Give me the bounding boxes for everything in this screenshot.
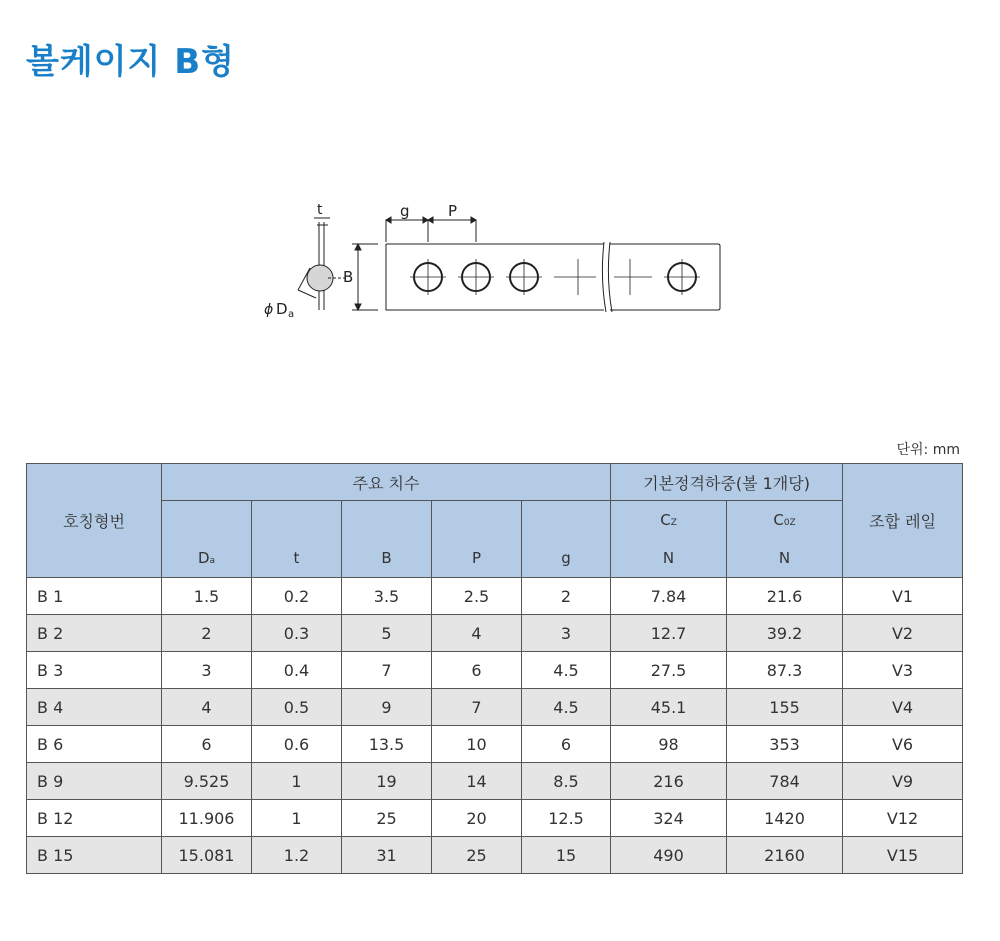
cell-coz: 155 [727, 689, 843, 726]
cell-p: 10 [432, 726, 522, 763]
cell-g: 4.5 [522, 689, 611, 726]
cell-t: 0.5 [252, 689, 342, 726]
cell-g: 8.5 [522, 763, 611, 800]
da-sub-label: a [288, 309, 295, 320]
table-row [27, 837, 963, 874]
table-row [27, 578, 963, 615]
cell-rail: V3 [843, 652, 963, 689]
cell-rail: V4 [843, 689, 963, 726]
cell-coz: 39.2 [727, 615, 843, 652]
cell-coz: 784 [727, 763, 843, 800]
cell-g: 15 [522, 837, 611, 874]
cell-b: 19 [342, 763, 432, 800]
cell-b: 5 [342, 615, 432, 652]
cell-b: 31 [342, 837, 432, 874]
cell-t: 0.2 [252, 578, 342, 615]
cell-b: 25 [342, 800, 432, 837]
cell-rail: V15 [843, 837, 963, 874]
cell-p: 7 [432, 689, 522, 726]
table-row [27, 726, 963, 763]
cell-model: B 1 [27, 578, 162, 615]
page-title: 볼케이지 B형 [26, 42, 235, 82]
cell-p: 25 [432, 837, 522, 874]
cell-t: 1.2 [252, 837, 342, 874]
cell-t: 1 [252, 800, 342, 837]
cell-da: 11.906 [162, 800, 252, 837]
cell-da: 9.525 [162, 763, 252, 800]
header-p: P [432, 501, 522, 578]
cell-da: 2 [162, 615, 252, 652]
cell-g: 2 [522, 578, 611, 615]
cell-coz: 87.3 [727, 652, 843, 689]
cell-model: B 2 [27, 615, 162, 652]
cell-coz: 353 [727, 726, 843, 763]
cell-p: 14 [432, 763, 522, 800]
cell-model: B 15 [27, 837, 162, 874]
cell-b: 7 [342, 652, 432, 689]
cell-cz: 12.7 [611, 615, 727, 652]
header-g: g [522, 501, 611, 578]
cell-b: 13.5 [342, 726, 432, 763]
cell-cz: 45.1 [611, 689, 727, 726]
cell-coz: 21.6 [727, 578, 843, 615]
cell-da: 1.5 [162, 578, 252, 615]
header-rail: 조합 레일 [843, 464, 963, 578]
header-cz: CZ N [611, 501, 727, 578]
cell-cz: 324 [611, 800, 727, 837]
phi-label: ϕ [264, 302, 274, 318]
cell-cz: 27.5 [611, 652, 727, 689]
t-label: t [317, 202, 323, 218]
cell-cz: 7.84 [611, 578, 727, 615]
cell-rail: V2 [843, 615, 963, 652]
cell-cz: 216 [611, 763, 727, 800]
da-label: D [276, 300, 288, 318]
cell-t: 0.4 [252, 652, 342, 689]
header-da: Da [162, 501, 252, 578]
cell-cz: 98 [611, 726, 727, 763]
header-b: B [342, 501, 432, 578]
table-row [27, 763, 963, 800]
header-model: 호칭형번 [27, 464, 162, 578]
cell-model: B 4 [27, 689, 162, 726]
cell-model: B 3 [27, 652, 162, 689]
cell-p: 20 [432, 800, 522, 837]
spec-table [26, 463, 963, 874]
spec-table-body [27, 578, 963, 874]
cell-t: 0.6 [252, 726, 342, 763]
header-coz: C0Z N [727, 501, 843, 578]
table-row [27, 800, 963, 837]
header-t: t [252, 501, 342, 578]
table-row [27, 615, 963, 652]
cell-model: B 9 [27, 763, 162, 800]
cell-g: 12.5 [522, 800, 611, 837]
cell-p: 4 [432, 615, 522, 652]
cell-rail: V6 [843, 726, 963, 763]
cell-p: 2.5 [432, 578, 522, 615]
table-row [27, 652, 963, 689]
ball-cage-diagram [250, 198, 730, 328]
cell-da: 6 [162, 726, 252, 763]
b-label: B [343, 268, 354, 286]
g-label: g [400, 202, 410, 220]
unit-note: 단위: mm [896, 442, 960, 458]
cell-b: 9 [342, 689, 432, 726]
header-main-dims: 주요 치수 [162, 464, 611, 501]
cell-b: 3.5 [342, 578, 432, 615]
cell-da: 3 [162, 652, 252, 689]
cell-g: 6 [522, 726, 611, 763]
p-label: P [448, 202, 458, 220]
cell-da: 15.081 [162, 837, 252, 874]
cell-p: 6 [432, 652, 522, 689]
cell-g: 3 [522, 615, 611, 652]
cell-rail: V12 [843, 800, 963, 837]
table-row [27, 689, 963, 726]
cell-model: B 12 [27, 800, 162, 837]
cell-cz: 490 [611, 837, 727, 874]
cell-rail: V9 [843, 763, 963, 800]
cell-t: 0.3 [252, 615, 342, 652]
cell-model: B 6 [27, 726, 162, 763]
header-load-rating: 기본정격하중(볼 1개당) [611, 464, 843, 501]
cell-coz: 2160 [727, 837, 843, 874]
cell-da: 4 [162, 689, 252, 726]
cell-t: 1 [252, 763, 342, 800]
cell-rail: V1 [843, 578, 963, 615]
cell-g: 4.5 [522, 652, 611, 689]
cell-coz: 1420 [727, 800, 843, 837]
